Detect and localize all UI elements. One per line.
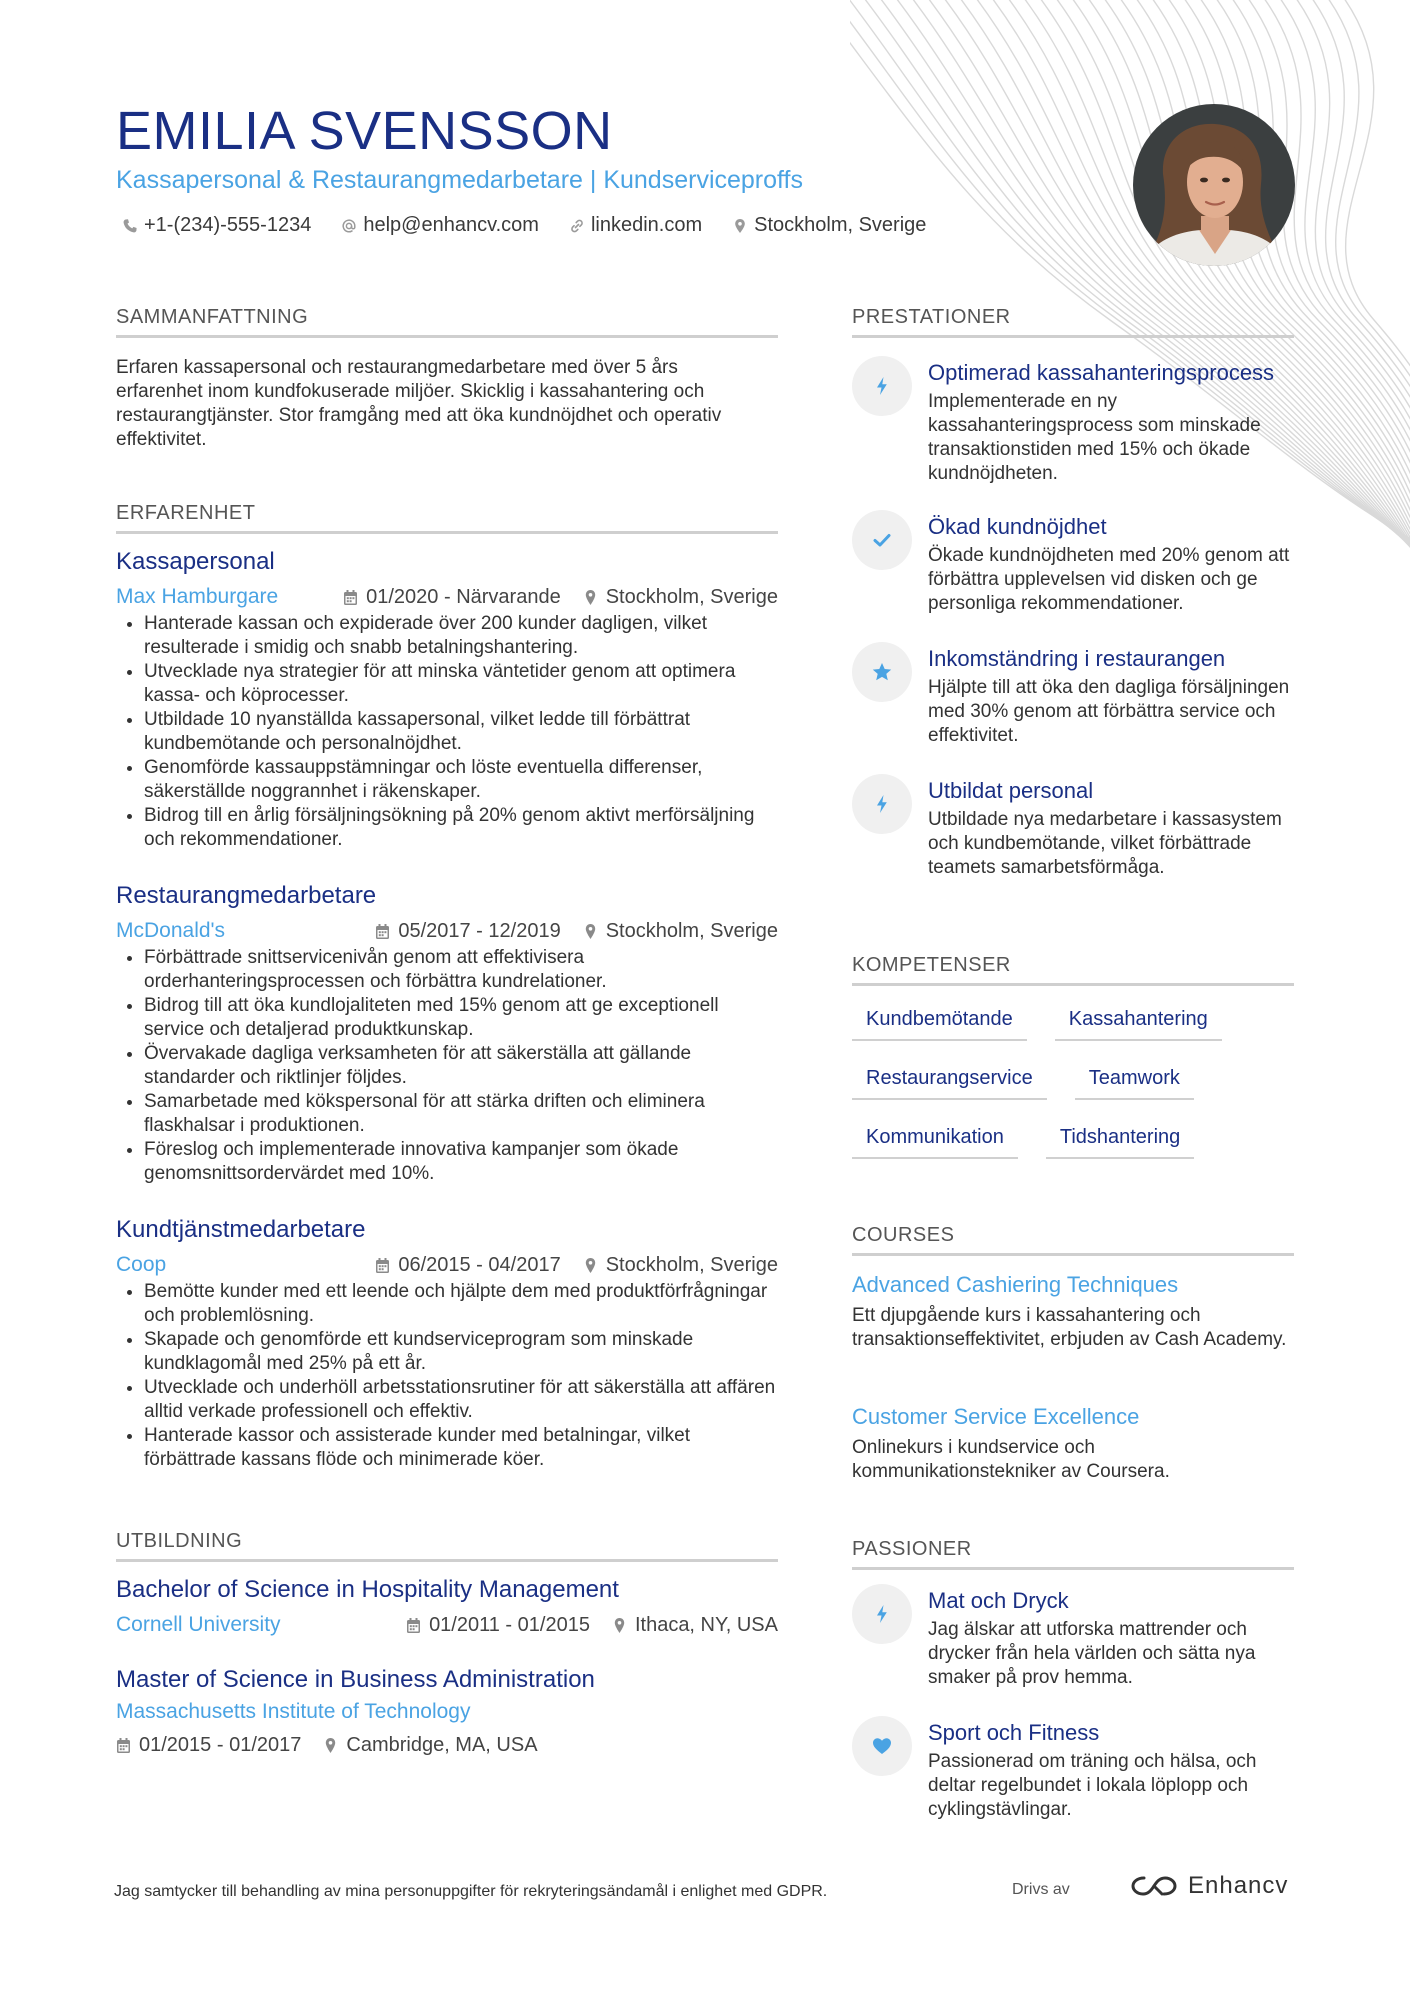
location-pin-icon bbox=[732, 218, 748, 234]
location-pin-icon bbox=[323, 1737, 338, 1754]
phone-text: +1-(234)-555-1234 bbox=[144, 214, 312, 236]
achievement-item bbox=[852, 356, 1294, 486]
course-title: Advanced Cashiering Techniques bbox=[852, 1272, 1179, 1297]
bolt-icon bbox=[871, 1603, 893, 1625]
achievement-item bbox=[852, 774, 1294, 880]
skill-tag: Kundbemötande bbox=[852, 1004, 1027, 1041]
course-item bbox=[852, 1272, 1294, 1352]
passion-icon-wrap bbox=[852, 1716, 912, 1776]
job-dates bbox=[343, 586, 561, 609]
education-entry bbox=[116, 1576, 778, 1640]
gdpr-consent: Jag samtycker till behandling av mina personuppgifter för rekryteringsändamål i enlighet med GDPR. bbox=[114, 1883, 828, 1900]
achievement-desc: Implementerade en ny kassahanteringsprocess som minskade transaktionstiden med 15% och ökade kundnöjdheten. bbox=[928, 391, 1261, 484]
job-bullet: • Bemötte kunder med ett leende och hjälpte dem med produktförfrågningar och problemlösning. bbox=[144, 1280, 778, 1328]
job-dates-text: 05/2017 - 12/2019 bbox=[398, 919, 561, 942]
contact-email[interactable] bbox=[341, 214, 539, 237]
profile-photo-illustration bbox=[1133, 104, 1295, 266]
job-location-text: Stockholm, Sverige bbox=[605, 585, 778, 608]
course-desc: Ett djupgående kurs i kassahantering och transaktionseffektivitet, erbjuden av Cash Academy. bbox=[852, 1305, 1287, 1350]
job-location bbox=[583, 920, 778, 943]
location-pin-icon bbox=[583, 923, 598, 940]
skill-tag: Restaurangservice bbox=[852, 1063, 1047, 1100]
company-name: McDonald's bbox=[116, 919, 226, 942]
education-location-text: Cambridge, MA, USA bbox=[346, 1733, 538, 1756]
passion-icon-wrap bbox=[852, 1584, 912, 1644]
experience-entry bbox=[116, 548, 778, 852]
job-location bbox=[583, 1254, 778, 1277]
calendar-icon bbox=[116, 1737, 131, 1754]
passion-desc: Jag älskar att utforska mattrender och drycker från hela världen och sätta nya smaker på prov hemma. bbox=[928, 1619, 1256, 1688]
degree-title: Master of Science in Business Administration bbox=[116, 1666, 595, 1693]
achievement-desc: Hjälpte till att öka den dagliga försäljningen med 30% genom att förbättra service och effektivitet. bbox=[928, 677, 1290, 746]
job-meta bbox=[116, 916, 778, 946]
education-meta bbox=[116, 1730, 778, 1760]
passion-desc: Passionerad om träning och hälsa, och deltar regelbundet i lokala löplopp och cyklingstävlingar. bbox=[928, 1751, 1257, 1820]
course-desc: Onlinekurs i kundservice och kommunikationstekniker av Coursera. bbox=[852, 1437, 1170, 1482]
location-pin-icon bbox=[583, 589, 598, 606]
school-name: Massachusetts Institute of Technology bbox=[116, 1700, 471, 1723]
candidate-name: EMILIA SVENSSON bbox=[116, 101, 613, 161]
section-courses-title: COURSES bbox=[852, 1224, 1294, 1256]
job-bullet: • Bidrog till en årlig försäljningsökning på 20% genom aktivt merförsäljning och rekommendationer. bbox=[144, 804, 778, 852]
brand-name: Enhancv bbox=[1188, 1872, 1289, 1899]
course-title: Customer Service Excellence bbox=[852, 1404, 1140, 1429]
job-dates bbox=[375, 1254, 560, 1277]
section-education-title: UTBILDNING bbox=[116, 1530, 778, 1562]
job-bullet: • Skapade och genomförde ett kundserviceprogram som minskade kundklagomål med 25% på ett år. bbox=[144, 1328, 778, 1376]
contact-phone[interactable] bbox=[122, 214, 311, 237]
job-bullet: • Utvecklade och underhöll arbetsstationsrutiner för att säkerställa att affären alltid verkade professionell och effektiv. bbox=[144, 1376, 778, 1424]
job-bullet: • Utvecklade nya strategier för att minska väntetider genom att optimera kassa- och köprocesser. bbox=[144, 660, 778, 708]
profile-photo bbox=[1133, 104, 1295, 266]
enhancv-logo-icon bbox=[1130, 1873, 1178, 1899]
brand-logo[interactable] bbox=[1130, 1872, 1288, 1900]
job-bullet: • Samarbetade med kökspersonal för att stärka driften och eliminera flaskhalsar i produktionen. bbox=[144, 1090, 778, 1138]
job-dates bbox=[375, 920, 560, 943]
passion-item bbox=[852, 1716, 1294, 1822]
phone-icon bbox=[122, 218, 138, 234]
achievement-title: Optimerad kassahanteringsprocess bbox=[928, 360, 1275, 385]
job-dates-text: 01/2020 - Närvarande bbox=[366, 585, 561, 608]
achievement-title: Ökad kundnöjdhet bbox=[928, 514, 1107, 539]
education-dates bbox=[406, 1614, 590, 1637]
education-location-text: Ithaca, NY, USA bbox=[634, 1613, 778, 1636]
achievement-icon-wrap bbox=[852, 510, 912, 570]
experience-entry bbox=[116, 1216, 778, 1472]
job-bullet: • Förbättrade snittservicenivån genom att effektivisera orderhanteringsprocessen och förbättra kundrelationer. bbox=[144, 946, 778, 994]
section-summary-title: SAMMANFATTNING bbox=[116, 306, 778, 338]
job-title: Restaurangmedarbetare bbox=[116, 882, 377, 909]
passion-item bbox=[852, 1584, 1294, 1690]
job-bullet: • Bidrog till att öka kundlojaliteten med 15% genom att ge exceptionell service och detaljerad produktkunskap. bbox=[144, 994, 778, 1042]
skills-list bbox=[852, 1004, 1294, 1159]
summary-text: Erfaren kassapersonal och restaurangmedarbetare med över 5 års erfarenhet inom kundfokuserade miljöer. Skicklig i kassahantering och restaurangtjänster. Stor framgång med att öka kundnöjdhet och operativ effektivitet. bbox=[116, 357, 722, 450]
school-name: Cornell University bbox=[116, 1613, 281, 1636]
job-bullet: • Övervakade dagliga verksamheten för att säkerställa att gällande standarder och riktlinjer följdes. bbox=[144, 1042, 778, 1090]
bolt-icon bbox=[871, 375, 893, 397]
achievement-desc: Ökade kundnöjdheten med 20% genom att förbättra upplevelsen vid disken och ge personliga rekommendationer. bbox=[928, 545, 1290, 614]
job-title: Kassapersonal bbox=[116, 548, 275, 575]
education-entry bbox=[116, 1666, 778, 1760]
skill-tag: Kassahantering bbox=[1055, 1004, 1222, 1041]
calendar-icon bbox=[375, 923, 390, 940]
heart-icon bbox=[871, 1735, 893, 1757]
education-dates-text: 01/2015 - 01/2017 bbox=[139, 1733, 302, 1756]
company-name: Coop bbox=[116, 1253, 167, 1276]
job-meta bbox=[116, 582, 778, 612]
location-pin-icon bbox=[612, 1617, 627, 1634]
job-bullet: • Utbildade 10 nyanställda kassapersonal, vilket ledde till förbättrat kundbemötande och personalnöjdhet. bbox=[144, 708, 778, 756]
job-location-text: Stockholm, Sverige bbox=[605, 919, 778, 942]
achievement-title: Utbildat personal bbox=[928, 778, 1094, 803]
job-bullet: • Genomförde kassauppstämningar och löste eventuella differenser, säkerställde noggrannhet i räkenskaper. bbox=[144, 756, 778, 804]
location-text: Stockholm, Sverige bbox=[754, 214, 927, 236]
course-item bbox=[852, 1404, 1294, 1484]
contact-location bbox=[732, 214, 926, 237]
degree-title: Bachelor of Science in Hospitality Management bbox=[116, 1576, 619, 1603]
passion-title: Sport och Fitness bbox=[928, 1720, 1100, 1745]
achievement-icon-wrap bbox=[852, 774, 912, 834]
passion-title: Mat och Dryck bbox=[928, 1588, 1069, 1613]
education-dates-text: 01/2011 - 01/2015 bbox=[429, 1613, 590, 1636]
contact-row bbox=[122, 214, 926, 237]
job-bullets bbox=[116, 946, 778, 1186]
achievement-item bbox=[852, 510, 1294, 616]
education-dates bbox=[116, 1734, 301, 1757]
job-bullets bbox=[116, 612, 778, 852]
section-experience-title: ERFARENHET bbox=[116, 502, 778, 534]
calendar-icon bbox=[375, 1257, 390, 1274]
achievement-title: Inkomständring i restaurangen bbox=[928, 646, 1226, 671]
at-icon bbox=[341, 218, 357, 234]
education-location bbox=[612, 1614, 778, 1637]
job-bullet: • Föreslog och implementerade innovativa kampanjer som ökade genomsnittsordervärdet med 10%. bbox=[144, 1138, 778, 1186]
achievement-icon-wrap bbox=[852, 356, 912, 416]
calendar-icon bbox=[406, 1617, 421, 1634]
section-skills-title: KOMPETENSER bbox=[852, 954, 1294, 986]
check-icon bbox=[871, 529, 893, 551]
education-meta bbox=[116, 1610, 778, 1640]
company-name: Max Hamburgare bbox=[116, 585, 279, 608]
section-achievements-title: PRESTATIONER bbox=[852, 306, 1294, 338]
job-meta bbox=[116, 1250, 778, 1280]
job-title: Kundtjänstmedarbetare bbox=[116, 1216, 366, 1243]
job-location-text: Stockholm, Sverige bbox=[605, 1253, 778, 1276]
location-pin-icon bbox=[583, 1257, 598, 1274]
job-location bbox=[583, 586, 778, 609]
achievement-icon-wrap bbox=[852, 642, 912, 702]
education-location bbox=[323, 1734, 537, 1757]
powered-by-label: Drivs av bbox=[1012, 1881, 1070, 1898]
job-bullet: • Hanterade kassor och assisterade kunder med betalningar, vilket förbättrade kassans flöde och minimerade köer. bbox=[144, 1424, 778, 1472]
job-dates-text: 06/2015 - 04/2017 bbox=[398, 1253, 561, 1276]
bolt-icon bbox=[871, 793, 893, 815]
star-icon bbox=[871, 661, 893, 683]
job-bullets bbox=[116, 1280, 778, 1472]
skill-tag: Kommunikation bbox=[852, 1122, 1018, 1159]
experience-entry bbox=[116, 882, 778, 1186]
email-text: help@enhancv.com bbox=[363, 214, 539, 236]
candidate-headline: Kassapersonal & Restaurangmedarbetare | Kundserviceproffs bbox=[116, 166, 803, 194]
section-passions-title: PASSIONER bbox=[852, 1538, 1294, 1570]
link-icon bbox=[569, 218, 585, 234]
skill-tag: Tidshantering bbox=[1046, 1122, 1194, 1159]
achievement-item bbox=[852, 642, 1294, 748]
skill-tag: Teamwork bbox=[1075, 1063, 1194, 1100]
achievement-desc: Utbildade nya medarbetare i kassasystem och kundbemötande, vilket förbättrade teamets samarbetsförmåga. bbox=[928, 809, 1282, 878]
job-bullet: • Hanterade kassan och expiderade över 200 kunder dagligen, vilket resulterade i smidig och snabb betalningshantering. bbox=[144, 612, 778, 660]
calendar-icon bbox=[343, 589, 358, 606]
linkedin-text: linkedin.com bbox=[590, 214, 703, 236]
contact-linkedin[interactable] bbox=[569, 214, 702, 237]
